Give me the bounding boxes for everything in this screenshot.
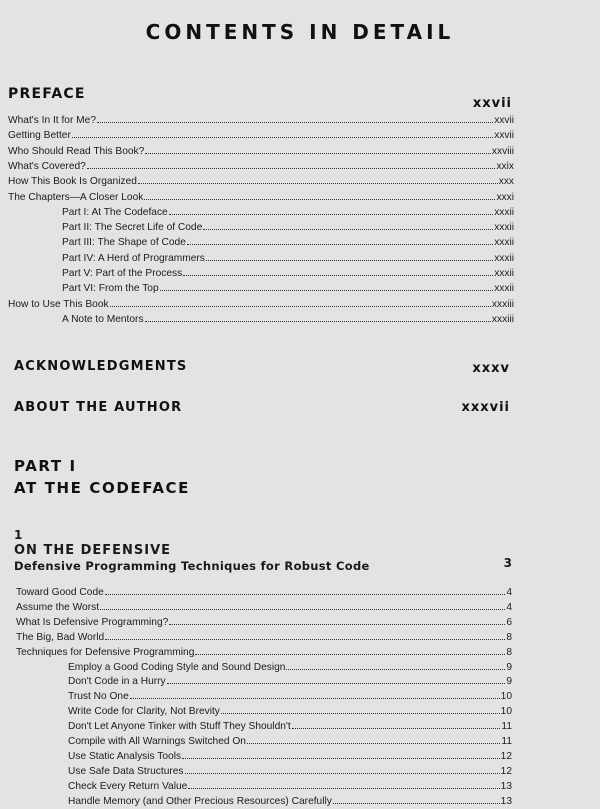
toc-entry-label: Don't Code in a Hurry <box>68 676 166 688</box>
toc-entry-page: 4 <box>506 587 512 598</box>
dot-leader <box>87 159 496 169</box>
toc-entry <box>8 128 514 142</box>
toc-entry-label: What's In It for Me? <box>8 115 97 126</box>
toc-entry-page: xxxi <box>496 191 514 203</box>
toc-entry <box>16 615 512 629</box>
dot-leader <box>185 764 500 774</box>
toc-entry <box>68 719 512 733</box>
toc-entry-label: Part VI: From the Top <box>62 283 159 295</box>
toc-entry-page: xxxii <box>494 283 514 295</box>
dot-leader <box>333 794 500 804</box>
toc-entry-label: The Big, Bad World <box>16 631 105 643</box>
toc-entry-page: 12 <box>500 765 512 777</box>
toc-entry-page: xxxii <box>494 206 514 218</box>
toc-entry <box>68 674 512 688</box>
toc-entry-label: Part IV: A Herd of Programmers <box>62 252 205 264</box>
toc-entry-label: Toward Good Code <box>16 587 104 598</box>
toc-entry-label: The Chapters—A Closer Look <box>8 191 144 203</box>
toc-entry <box>62 220 514 234</box>
toc-entry-page: xxvii <box>494 115 514 126</box>
toc-entry <box>62 266 514 280</box>
toc-entry-label: Use Safe Data Structures <box>68 765 184 777</box>
about-author-heading: ABOUT THE AUTHOR <box>14 400 183 415</box>
toc-entry-label: Who Should Read This Book? <box>8 145 145 157</box>
toc-entry-page: xxxii <box>494 268 514 279</box>
toc-entry-page: xxxii <box>494 237 514 249</box>
dot-leader <box>221 704 500 714</box>
toc-entry-page: xxxii <box>494 222 514 234</box>
toc-entry <box>62 205 514 219</box>
toc-entry <box>62 281 514 295</box>
toc-entry-label: How to Use This Book <box>8 298 109 310</box>
toc-entry-label: Part II: The Secret Life of Code <box>62 222 203 234</box>
toc-entry <box>16 585 512 599</box>
chapter-number: 1 <box>14 528 23 542</box>
toc-entry-label: Use Static Analysis Tools <box>68 750 182 762</box>
acknowledgments-heading: ACKNOWLEDGMENTS <box>14 359 188 374</box>
toc-entry <box>68 734 512 748</box>
dot-leader <box>206 251 493 261</box>
toc-entry <box>62 235 514 249</box>
toc-entry-label: Employ a Good Coding Style and Sound Design <box>68 661 286 673</box>
toc-entry-label: Compile with All Warnings Switched On <box>68 736 246 747</box>
dot-leader <box>203 220 493 230</box>
preface-heading: PREFACE <box>8 86 86 102</box>
dot-leader <box>145 312 491 322</box>
toc-entry <box>8 174 514 188</box>
dot-leader <box>160 281 494 291</box>
toc-entry <box>68 660 512 674</box>
dot-leader <box>72 128 493 138</box>
toc-entry-page: xxx <box>498 176 514 188</box>
toc-entry <box>16 600 512 614</box>
toc-entry-page: xxxiii <box>491 298 514 310</box>
toc-entry <box>8 190 514 204</box>
toc-entry-page: 4 <box>506 601 512 613</box>
dot-leader <box>110 297 491 307</box>
toc-entry <box>8 144 514 158</box>
toc-entry <box>62 312 514 326</box>
toc-entry-label: Don't Let Anyone Tinker with Stuff They Shouldn't <box>68 721 291 733</box>
toc-entry-label: Trust No One <box>68 691 129 703</box>
toc-entry-page: 13 <box>500 795 512 807</box>
toc-entry <box>16 645 512 659</box>
dot-leader <box>188 779 499 789</box>
toc-entry-page: xxviii <box>491 145 514 157</box>
toc-entry <box>8 113 514 127</box>
toc-entry-page: 12 <box>500 750 512 762</box>
dot-leader <box>195 645 505 655</box>
toc-entry-page: xxvii <box>494 130 514 142</box>
toc-entry-page: 10 <box>500 691 512 703</box>
toc-entry <box>16 630 512 644</box>
toc-entry-label: Write Code for Clarity, Not Brevity <box>68 706 220 718</box>
dot-leader <box>130 689 500 699</box>
toc-entry <box>68 689 512 703</box>
dot-leader <box>145 144 491 154</box>
dot-leader <box>247 734 500 744</box>
acknowledgments-page: xxxv <box>472 361 510 376</box>
toc-entry <box>68 749 512 763</box>
preface-page: xxvii <box>472 96 512 111</box>
toc-entry-label: Getting Better <box>8 130 71 142</box>
toc-entry-page: 9 <box>506 661 512 673</box>
toc-entry <box>8 297 514 311</box>
toc-entry-page: 8 <box>506 646 512 658</box>
toc-entry-page: 13 <box>500 780 512 792</box>
toc-entry-label: What Is Defensive Programming? <box>16 616 169 628</box>
toc-entry-page: xxxiii <box>491 313 514 325</box>
part-title: AT THE CODEFACE <box>14 479 190 497</box>
toc-entry-page: 8 <box>506 631 512 643</box>
dot-leader <box>100 600 505 610</box>
dot-leader <box>105 630 505 640</box>
toc-entry <box>68 794 512 808</box>
chapter-page: 3 <box>503 556 512 570</box>
toc-entry <box>68 779 512 793</box>
toc-entry-label: Check Every Return Value <box>68 780 188 792</box>
about-author-page: xxxvii <box>461 400 510 415</box>
chapter-subtitle: Defensive Programming Techniques for Robust Code <box>14 559 370 573</box>
dot-leader <box>167 674 506 684</box>
dot-leader <box>144 190 495 200</box>
toc-entry-page: 11 <box>501 736 512 747</box>
toc-entry-label: Handle Memory (and Other Precious Resources) Carefully <box>68 795 332 807</box>
toc-entry-label: Part III: The Shape of Code <box>62 237 186 249</box>
dot-leader <box>182 749 500 759</box>
toc-entry <box>68 704 512 718</box>
toc-entry <box>62 251 514 265</box>
toc-entry-label: What's Covered? <box>8 160 86 172</box>
toc-entry-label: Assume the Worst <box>16 601 100 613</box>
toc-entry-page: 10 <box>500 706 512 718</box>
part-heading <box>14 455 190 499</box>
toc-entry <box>8 159 514 173</box>
toc-entry-page: 11 <box>501 721 512 733</box>
dot-leader <box>292 719 501 729</box>
toc-entry <box>68 764 512 778</box>
toc-entry-page: 6 <box>506 616 512 628</box>
dot-leader <box>97 113 493 123</box>
dot-leader <box>105 585 506 595</box>
toc-entry-page: 9 <box>506 676 512 688</box>
chapter-title: ON THE DEFENSIVE <box>14 543 172 558</box>
toc-entry-label: A Note to Mentors <box>62 313 144 325</box>
toc-entry-label: Part V: Part of the Process <box>62 268 183 279</box>
dot-leader <box>183 266 493 276</box>
dot-leader <box>169 615 505 625</box>
dot-leader <box>286 660 505 670</box>
toc-entry-page: xxxii <box>494 252 514 264</box>
dot-leader <box>187 235 493 245</box>
toc-entry-label: Part I: At The Codeface <box>62 206 168 218</box>
part-number: PART I <box>14 457 77 475</box>
toc-entry-label: How This Book Is Organized <box>8 176 137 188</box>
toc-entry-label: Techniques for Defensive Programming <box>16 646 195 658</box>
dot-leader <box>138 174 498 184</box>
dot-leader <box>169 205 493 215</box>
toc-entry-page: xxix <box>496 160 514 172</box>
page-title: CONTENTS IN DETAIL <box>145 20 455 44</box>
